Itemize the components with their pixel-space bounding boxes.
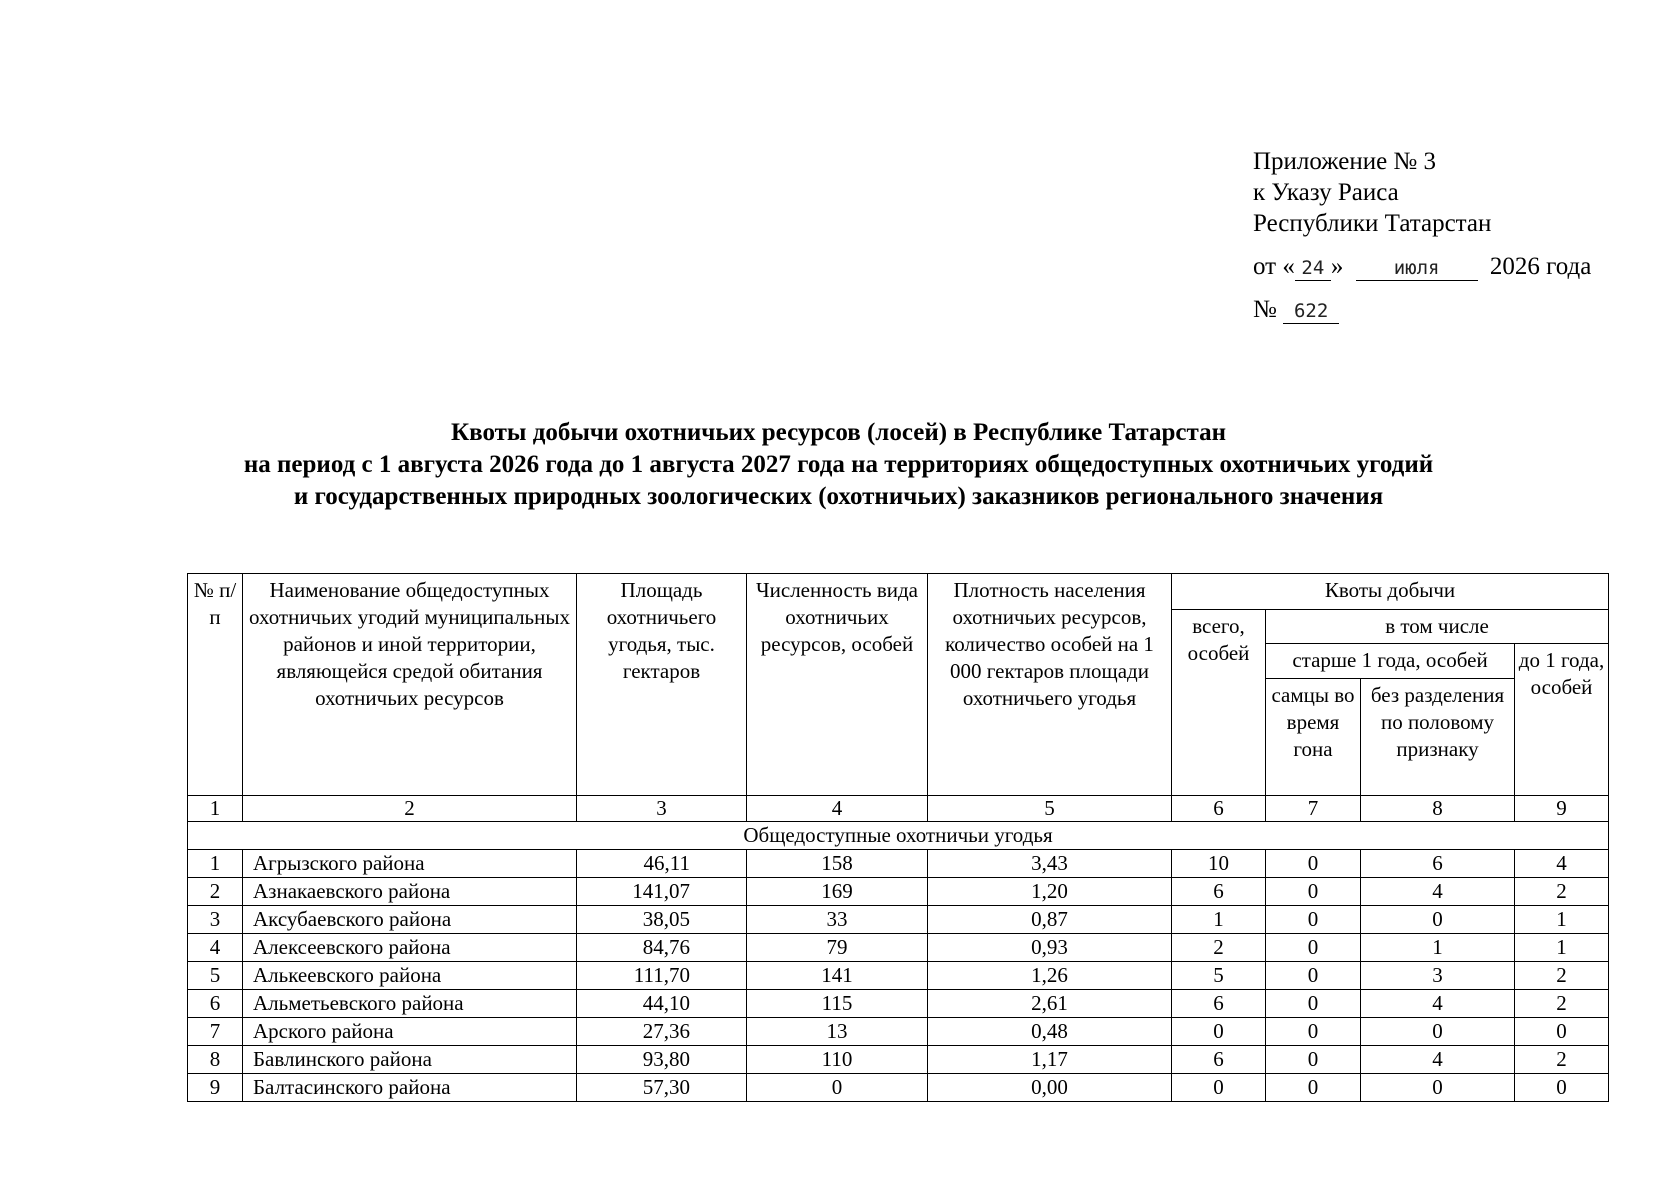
district-name: Бавлинского района (243, 1046, 577, 1074)
count-value: 33 (747, 906, 928, 934)
district-name: Арского района (243, 1018, 577, 1046)
under1-quota: 0 (1515, 1018, 1609, 1046)
row-number: 1 (188, 850, 243, 878)
nosex-quota: 0 (1361, 906, 1515, 934)
table-row (188, 850, 1609, 878)
title-line-1: Квоты добычи охотничьих ресурсов (лосей) в Республике Татарстан (451, 419, 1226, 446)
row-number: 2 (188, 878, 243, 906)
males-quota: 0 (1266, 878, 1361, 906)
count-value: 13 (747, 1018, 928, 1046)
header-area: Площадь охотничьего угодья, тыс. гектаров (577, 574, 747, 796)
district-name: Агрызского района (243, 850, 577, 878)
area-value: 27,36 (577, 1018, 747, 1046)
count-value: 158 (747, 850, 928, 878)
total-quota: 0 (1172, 1074, 1266, 1102)
under1-quota: 2 (1515, 990, 1609, 1018)
table-body (188, 796, 1609, 1102)
under1-quota: 0 (1515, 1074, 1609, 1102)
header-num: № п/п (188, 574, 243, 796)
males-quota: 0 (1266, 934, 1361, 962)
nosex-quota: 0 (1361, 1074, 1515, 1102)
appendix-line-3: Республики Татарстан (1253, 210, 1492, 237)
table-row (188, 1074, 1609, 1102)
count-value: 110 (747, 1046, 928, 1074)
nosex-quota: 0 (1361, 1018, 1515, 1046)
title-line-2: на период с 1 августа 2026 года до 1 августа 2027 года на территориях общедоступных охотничьих угодий (243, 451, 1434, 478)
row-number: 7 (188, 1018, 243, 1046)
area-value: 46,11 (577, 850, 747, 878)
header-under1: до 1 года, особей (1515, 644, 1609, 796)
row-number: 4 (188, 934, 243, 962)
density-value: 2,61 (928, 990, 1172, 1018)
density-value: 3,43 (928, 850, 1172, 878)
density-value: 1,17 (928, 1046, 1172, 1074)
total-quota: 0 (1172, 1018, 1266, 1046)
header-older: старше 1 года, особей (1266, 644, 1515, 679)
area-value: 44,10 (577, 990, 747, 1018)
district-name: Аксубаевского района (243, 906, 577, 934)
row-number: 3 (188, 906, 243, 934)
under1-quota: 1 (1515, 934, 1609, 962)
nosex-quota: 1 (1361, 934, 1515, 962)
appendix-date (1253, 251, 1591, 282)
appendix-line-1: Приложение № 3 (1253, 148, 1437, 175)
table-row (188, 906, 1609, 934)
nosex-quota: 4 (1361, 1046, 1515, 1074)
under1-quota: 4 (1515, 850, 1609, 878)
appendix-line-2: к Указу Раиса (1253, 179, 1399, 206)
date-mid: » (1330, 253, 1344, 280)
males-quota: 0 (1266, 990, 1361, 1018)
density-value: 1,26 (928, 962, 1172, 990)
under1-quota: 1 (1515, 906, 1609, 934)
total-quota: 6 (1172, 1046, 1266, 1074)
date-month: июля (1356, 256, 1478, 281)
date-day: 24 (1295, 256, 1331, 281)
column-number: 1 (188, 796, 243, 822)
district-name: Балтасинского района (243, 1074, 577, 1102)
row-number: 6 (188, 990, 243, 1018)
column-number-row (188, 796, 1609, 822)
column-number: 8 (1361, 796, 1515, 822)
row-number: 5 (188, 962, 243, 990)
total-quota: 2 (1172, 934, 1266, 962)
under1-quota: 2 (1515, 962, 1609, 990)
count-value: 115 (747, 990, 928, 1018)
total-quota: 1 (1172, 906, 1266, 934)
row-number: 9 (188, 1074, 243, 1102)
header-males: самцы во время гона (1266, 679, 1361, 796)
males-quota: 0 (1266, 1018, 1361, 1046)
column-number: 3 (577, 796, 747, 822)
males-quota: 0 (1266, 1074, 1361, 1102)
column-number: 9 (1515, 796, 1609, 822)
document-title (0, 417, 1677, 513)
appendix-number (1253, 294, 1591, 325)
header-total: всего, особей (1172, 610, 1266, 796)
column-number: 7 (1266, 796, 1361, 822)
header-name: Наименование общедоступных охотничьих угодий муниципальных районов и иной территории, являющейся средой обитания охотничьих ресурсов (243, 574, 577, 796)
header-nosex: без разделения по половому признаку (1361, 679, 1515, 796)
nosex-quota: 4 (1361, 990, 1515, 1018)
males-quota: 0 (1266, 962, 1361, 990)
column-number: 5 (928, 796, 1172, 822)
number-value: 622 (1283, 299, 1339, 324)
table-row (188, 1046, 1609, 1074)
area-value: 141,07 (577, 878, 747, 906)
males-quota: 0 (1266, 1046, 1361, 1074)
title-line-3: и государственных природных зоологических (охотничьих) заказников регионального значения (293, 483, 1384, 510)
count-value: 79 (747, 934, 928, 962)
table-row (188, 962, 1609, 990)
district-name: Алексеевского района (243, 934, 577, 962)
column-number: 2 (243, 796, 577, 822)
table-row (188, 934, 1609, 962)
total-quota: 10 (1172, 850, 1266, 878)
count-value: 141 (747, 962, 928, 990)
date-prefix: от « (1253, 253, 1295, 280)
area-value: 84,76 (577, 934, 747, 962)
count-value: 0 (747, 1074, 928, 1102)
total-quota: 5 (1172, 962, 1266, 990)
header-including: в том числе (1266, 610, 1609, 644)
area-value: 57,30 (577, 1074, 747, 1102)
nosex-quota: 4 (1361, 878, 1515, 906)
males-quota: 0 (1266, 850, 1361, 878)
under1-quota: 2 (1515, 878, 1609, 906)
row-number: 8 (188, 1046, 243, 1074)
table-row (188, 990, 1609, 1018)
date-year: 2026 года (1489, 253, 1592, 280)
area-value: 93,80 (577, 1046, 747, 1074)
nosex-quota: 3 (1361, 962, 1515, 990)
district-name: Алькеевского района (243, 962, 577, 990)
density-value: 1,20 (928, 878, 1172, 906)
table-row (188, 878, 1609, 906)
column-number: 4 (747, 796, 928, 822)
section-title: Общедоступные охотничьи угодья (188, 822, 1609, 850)
density-value: 0,93 (928, 934, 1172, 962)
number-prefix: № (1253, 296, 1277, 323)
under1-quota: 2 (1515, 1046, 1609, 1074)
column-number: 6 (1172, 796, 1266, 822)
area-value: 111,70 (577, 962, 747, 990)
section-row (188, 822, 1609, 850)
area-value: 38,05 (577, 906, 747, 934)
count-value: 169 (747, 878, 928, 906)
density-value: 0,00 (928, 1074, 1172, 1102)
density-value: 0,87 (928, 906, 1172, 934)
density-value: 0,48 (928, 1018, 1172, 1046)
total-quota: 6 (1172, 878, 1266, 906)
males-quota: 0 (1266, 906, 1361, 934)
nosex-quota: 6 (1361, 850, 1515, 878)
header-count: Численность вида охотничьих ресурсов, особей (747, 574, 928, 796)
appendix-block (1253, 146, 1591, 325)
table-row (188, 1018, 1609, 1046)
quota-table (187, 573, 1609, 1102)
district-name: Азнакаевского района (243, 878, 577, 906)
header-quota: Квоты добычи (1172, 574, 1609, 610)
total-quota: 6 (1172, 990, 1266, 1018)
header-density: Плотность населения охотничьих ресурсов, количество особей на 1 000 гектаров площади охотничьего угодья (928, 574, 1172, 796)
district-name: Альметьевского района (243, 990, 577, 1018)
